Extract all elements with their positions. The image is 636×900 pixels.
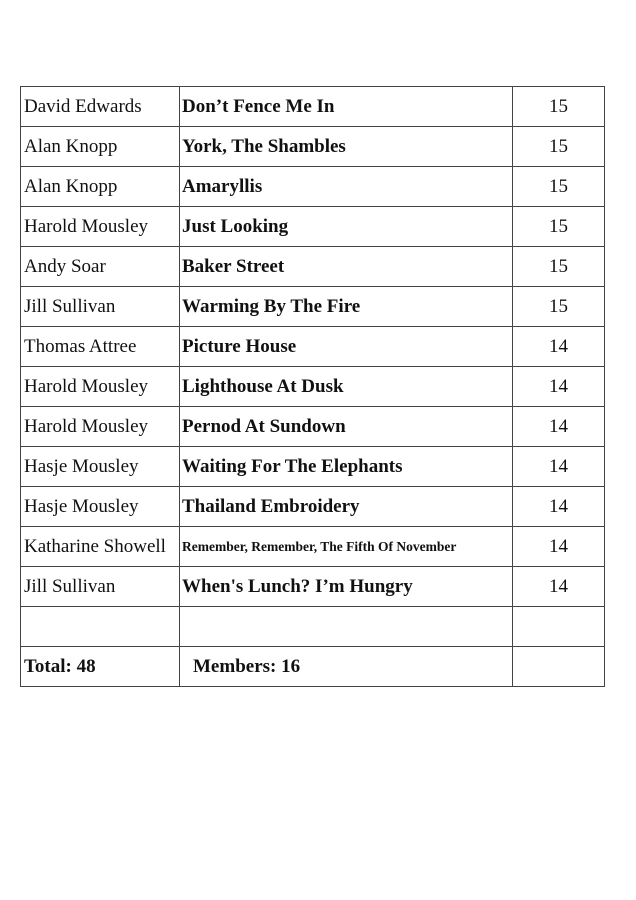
members-count: Members: 16 bbox=[180, 647, 513, 687]
author-cell: Jill Sullivan bbox=[21, 287, 180, 327]
score-cell: 14 bbox=[513, 447, 605, 487]
table-row bbox=[21, 247, 605, 287]
author-cell: Alan Knopp bbox=[21, 127, 180, 167]
title-cell: When's Lunch? I’m Hungry bbox=[180, 567, 513, 607]
score-cell: 15 bbox=[513, 207, 605, 247]
table-row bbox=[21, 527, 605, 567]
score-cell: 14 bbox=[513, 407, 605, 447]
score-cell: 14 bbox=[513, 527, 605, 567]
score-cell: 14 bbox=[513, 327, 605, 367]
table-row bbox=[21, 127, 605, 167]
author-cell: Thomas Attree bbox=[21, 327, 180, 367]
title-cell: Remember, Remember, The Fifth Of November bbox=[180, 527, 513, 567]
table-row bbox=[21, 207, 605, 247]
title-cell: Just Looking bbox=[180, 207, 513, 247]
empty-cell bbox=[513, 607, 605, 647]
score-cell: 15 bbox=[513, 87, 605, 127]
table-row bbox=[21, 327, 605, 367]
score-cell: 14 bbox=[513, 567, 605, 607]
author-cell: Harold Mousley bbox=[21, 207, 180, 247]
table-row bbox=[21, 367, 605, 407]
empty-cell bbox=[180, 607, 513, 647]
title-cell: Thailand Embroidery bbox=[180, 487, 513, 527]
title-cell: Baker Street bbox=[180, 247, 513, 287]
results-table bbox=[20, 86, 605, 687]
author-cell: Jill Sullivan bbox=[21, 567, 180, 607]
author-cell: Hasje Mousley bbox=[21, 447, 180, 487]
score-cell: 15 bbox=[513, 127, 605, 167]
title-cell: Waiting For The Elephants bbox=[180, 447, 513, 487]
author-cell: Harold Mousley bbox=[21, 367, 180, 407]
author-cell: Katharine Showell bbox=[21, 527, 180, 567]
score-cell: 15 bbox=[513, 247, 605, 287]
score-cell: 14 bbox=[513, 367, 605, 407]
table-row bbox=[21, 447, 605, 487]
title-cell: Lighthouse At Dusk bbox=[180, 367, 513, 407]
table-row bbox=[21, 567, 605, 607]
table-row bbox=[21, 167, 605, 207]
table-row bbox=[21, 287, 605, 327]
empty-row bbox=[21, 607, 605, 647]
score-cell: 14 bbox=[513, 487, 605, 527]
table-row bbox=[21, 487, 605, 527]
author-cell: David Edwards bbox=[21, 87, 180, 127]
empty-cell bbox=[21, 607, 180, 647]
title-cell: Warming By The Fire bbox=[180, 287, 513, 327]
title-cell: York, The Shambles bbox=[180, 127, 513, 167]
summary-row bbox=[21, 647, 605, 687]
author-cell: Alan Knopp bbox=[21, 167, 180, 207]
total-count: Total: 48 bbox=[21, 647, 180, 687]
title-cell: Don’t Fence Me In bbox=[180, 87, 513, 127]
title-cell: Pernod At Sundown bbox=[180, 407, 513, 447]
author-cell: Harold Mousley bbox=[21, 407, 180, 447]
table-row bbox=[21, 407, 605, 447]
table-row bbox=[21, 87, 605, 127]
author-cell: Andy Soar bbox=[21, 247, 180, 287]
empty-cell bbox=[513, 647, 605, 687]
score-cell: 15 bbox=[513, 167, 605, 207]
title-cell: Picture House bbox=[180, 327, 513, 367]
title-cell: Amaryllis bbox=[180, 167, 513, 207]
author-cell: Hasje Mousley bbox=[21, 487, 180, 527]
score-cell: 15 bbox=[513, 287, 605, 327]
